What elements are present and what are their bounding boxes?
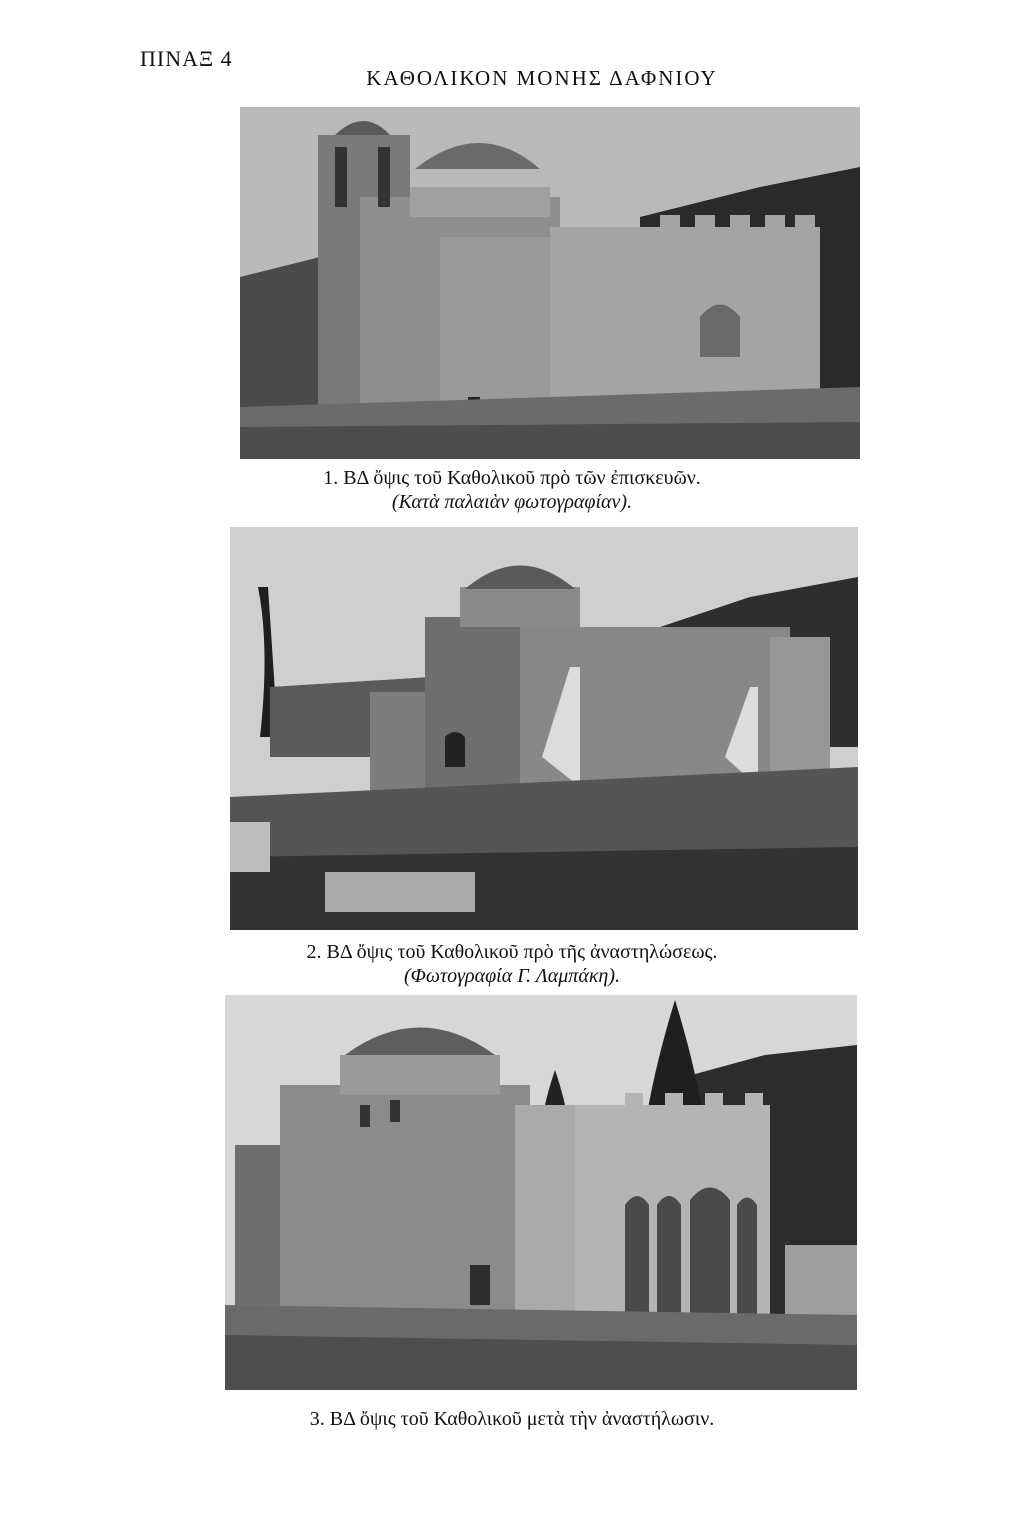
figure-2-caption bbox=[0, 940, 1024, 988]
figure-3-caption bbox=[0, 1407, 1024, 1431]
plate-number: ΠΙΝΑΞ 4 bbox=[140, 46, 233, 71]
page-title: ΚΑΘΟΛΙΚΟΝ ΜΟΝΗΣ ΔΑΦΝΙΟΥ bbox=[366, 66, 718, 90]
photo-2-monastery-before-restoration bbox=[230, 527, 858, 930]
figure-1-caption-text: 1. ΒΔ ὄψις τοῦ Καθολικοῦ πρὸ τῶν ἐπισκευῶν. bbox=[323, 467, 701, 489]
figure-3-caption-text: 3. ΒΔ ὄψις τοῦ Καθολικοῦ μετὰ τὴν ἀναστήλωσιν. bbox=[309, 1408, 715, 1430]
figure-1-subcaption: (Κατὰ παλαιὰν φωτογραφίαν). bbox=[391, 491, 633, 513]
photo-3-monastery-after-restoration bbox=[225, 995, 857, 1390]
figure-1-caption bbox=[0, 466, 1024, 514]
figure-2-caption-text: 2. ΒΔ ὄψις τοῦ Καθολικοῦ πρὸ τῆς ἀναστηλώσεως. bbox=[306, 941, 718, 963]
figure-2-subcaption: (Φωτογραφία Γ. Λαμπάκη). bbox=[403, 965, 621, 987]
photo-1-monastery-northwest-view-old bbox=[240, 107, 860, 459]
